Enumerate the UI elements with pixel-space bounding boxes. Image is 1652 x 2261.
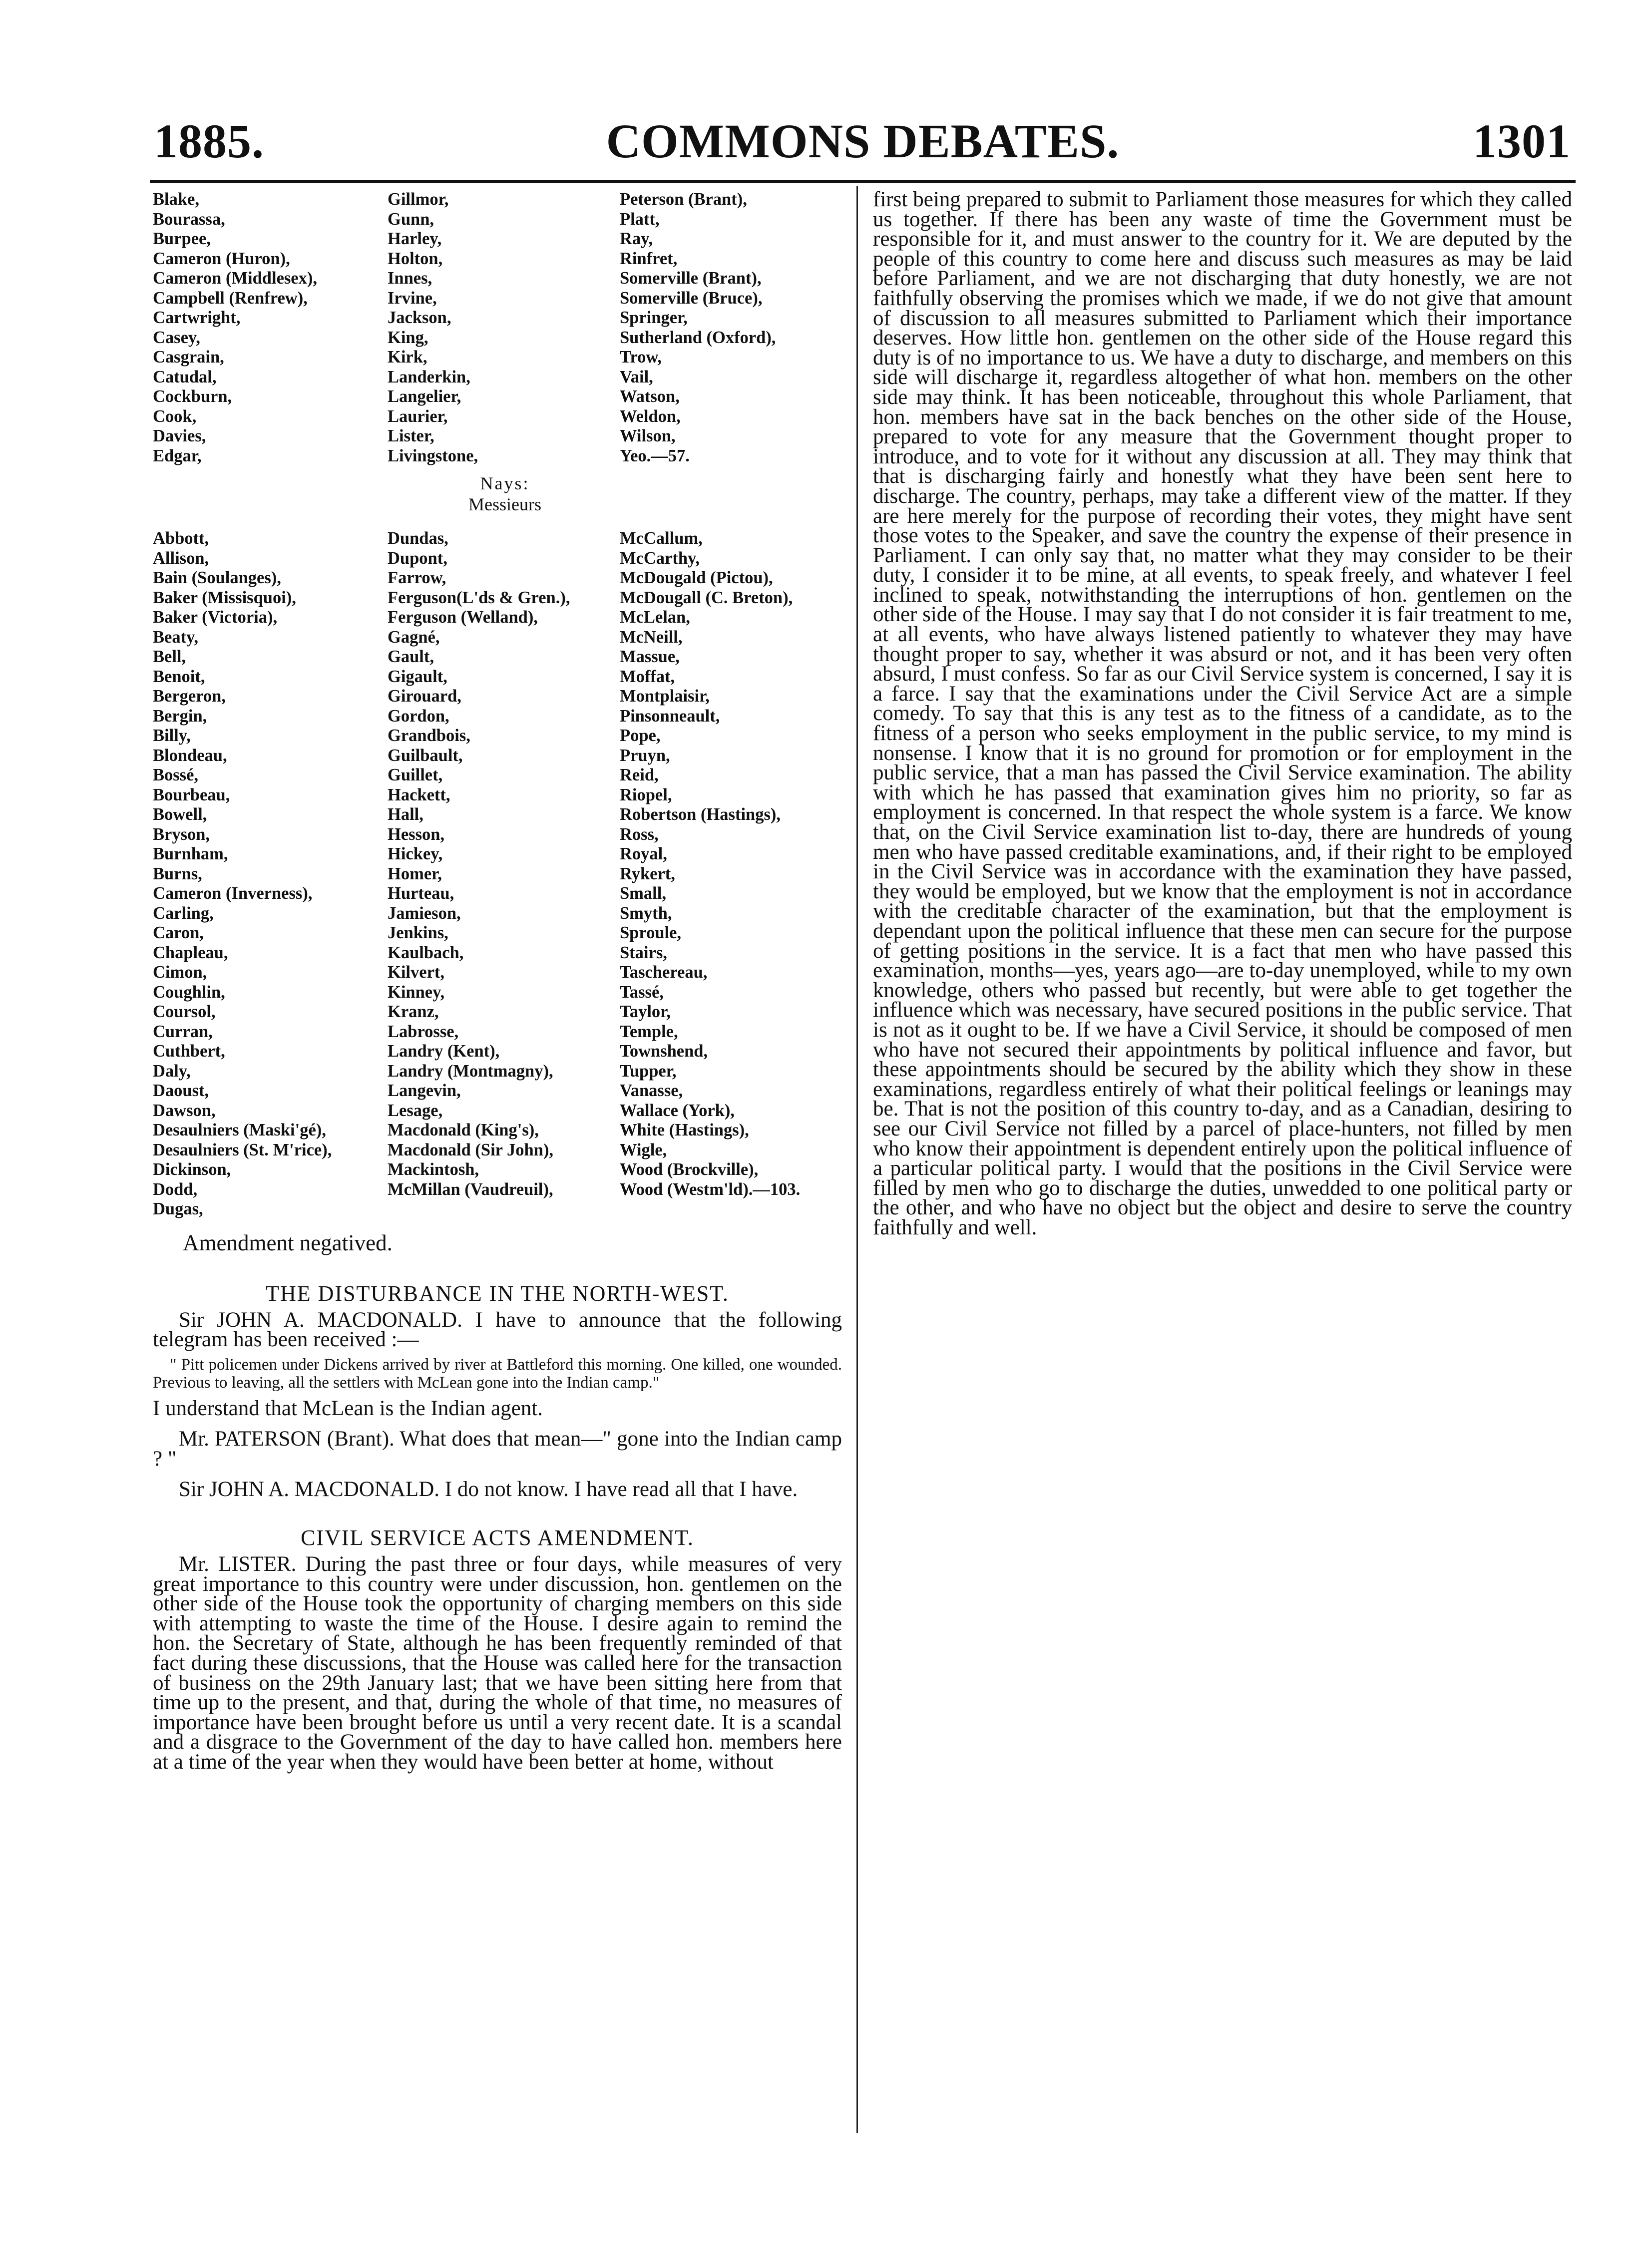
member-name: White (Hastings), — [620, 1121, 749, 1139]
member-name: Gordon, — [388, 706, 449, 726]
member-name: Cimon, — [153, 963, 207, 982]
member-name: Hickey, — [388, 844, 443, 863]
member-name: Dundas, — [388, 529, 448, 548]
member-name: Pinsonneault, — [620, 706, 720, 726]
nays-label: Nays: — [480, 473, 530, 493]
telegram-quote: " Pitt policemen under Dickens arrived by river at Battleford this morning. One killed, one wounded. Previous to leaving, all the settlers with McLean gone into the Indian camp." — [153, 1355, 842, 1392]
member-name: Chapleau, — [153, 943, 228, 962]
section-title-civil-service: CIVIL SERVICE ACTS AMENDMENT. — [301, 1525, 694, 1550]
member-name: Hesson, — [388, 824, 445, 844]
member-name: Caron, — [153, 923, 204, 942]
member-name: Bergeron, — [153, 687, 226, 706]
member-name: Moffat, — [620, 667, 675, 686]
member-name: Hurteau, — [388, 884, 454, 903]
member-name: McCarthy, — [620, 548, 700, 568]
member-name: Beaty, — [153, 627, 199, 647]
amendment-result: Amendment negatived. — [183, 1230, 393, 1255]
member-name: Jackson, — [388, 308, 451, 327]
member-name: Daly, — [153, 1061, 191, 1081]
paragraph-lister: Mr. LISTER. During the past three or four days, while measures of very great importance to this country were under discussion, hon. gentlemen on the other side of the House took the opportunity of charging members on this side with attempting to waste the time of the House. I desire again to remind the hon. the Secretary of State, although he has been frequently reminded of that fact during these discussions, that the House was called here for the transaction of business on the 29th January last; that we have been sitting here from that time up to the present, and that, during the whole of that time, no measures of importance have been brought before us until a very recent date. It is a scandal and a disgrace to the Government of the day to have called hon. members here at a time of the year when they would have been better at home, without — [153, 1552, 842, 1774]
member-name: Montplaisir, — [620, 687, 710, 706]
member-name: Langevin, — [388, 1081, 461, 1100]
member-name: McNeill, — [620, 627, 683, 647]
member-name: Burns, — [153, 864, 202, 883]
paragraph-macdonald-reply: Sir JOHN A. MACDONALD. I do not know. I have read all that I have. — [179, 1478, 798, 1502]
yeas-list — [153, 190, 842, 466]
member-name: Labrosse, — [388, 1022, 459, 1041]
member-name: Gigault, — [388, 667, 447, 686]
member-name: Pope, — [620, 726, 661, 745]
member-name: Macdonald (Sir John), — [388, 1140, 553, 1159]
member-name: Coughlin, — [153, 982, 225, 1002]
paragraph-lister-continued: first being prepared to submit to Parliament those measures for which they called us together. If there has been any waste of time the Government must be responsible for it, and must answer to the country for it. We are deputed by the people of this country to come here and discuss such measures as may be laid before Parliament, and we are not discharging that duty honestly, we are not faithfully observing the promises which we made, if we do not give that amount of discussion to all measures submitted to Parliament which their importance deserves. How little hon. gentlemen on the other side of the House regard this duty is of no importance to us. We have a duty to discharge, and members on this side will discharge it, regardless altogether of what hon. members on the other side may think. It has been noticeable, throughout this whole Parliament, that hon. members have sat in the back benches on the other side of the House, prepared to vote for any measure that the Government thought proper to introduce, and to vote for it without any discussion at all. They may think that that is discharging fairly and honestly what they have been sent here to discharge. The country, perhaps, may take a different view of the matter. If they are here merely for the purpose of recording their votes, they might have sent those votes to the Speaker, and save the country the expense of their presence in Parliament. I can only say that, no matter what they may consider to be their duty, I consider it to be mine, at all events, to speak freely, and whatever I feel inclined to speak, notwithstanding the interruptions of hon. gentlemen on the other side of the House. I may say that I do not consider it is fair treatment to me, at all events, who have always listened patiently to whatever they may have thought proper to say, whether it was absurd or not, and it has been very often absurd, I must confess. So far as our Civil Service system is concerned, I say it is a farce. I say that the examinations under the Civil Service Act are a simple comedy. To say that this is any test as to the fitness of a candidate, as to the fitness of a person who seeks employment in the public service, to my mind is nonsense. I know that it is no ground for promotion or for employment in the public service, that a man has passed the Civil Service examination. The ability with which he has passed that examination gives him no priority, so far as employment is concerned. In that respect the whole system is a farce. We know that, on the Civil Service examination list to-day, there are hundreds of young men who have passed creditable examinations, and, if their right to be employed in the Civil Service was in accordance with the examination they have passed, they would be employed, but we know that the employment is not in accordance with the creditable character of the examination, but that the employment is dependant upon the political influence that these men can secure for the purpose of getting positions in the service. It is a fact that men who have passed this examination, months—yes, years ago—are to-day unemployed, while to my own knowledge, others who passed but recently, but were able to get together the influence which was necessary, have secured positions in the public service. That is not as it ought to be. If we have a Civil Service, it should be composed of men who have not secured their appointments by political influence and favor, but these appointments should be secured by the ability which they show in these examinations, regardless entirely of what their political feelings or leanings may be. That is not the position of this country to-day, and as a Canadian, desiring to see our Civil Service not filled by a parcel of place-hunters, not filled by men who know their appointment is dependent entirely upon the political influence of a particular political party. I would that the positions in the Civil Service were filled by men who go to discharge the duties, unwedded to one political party or the other, and who have no object but the object and desire to serve the country faithfully and well. — [873, 188, 1572, 1239]
member-name: Bergin, — [153, 706, 207, 726]
member-name: McMillan (Vaudreuil), — [388, 1179, 553, 1199]
member-name — [620, 1199, 842, 1219]
member-name: Wood (Westm'ld).—103. — [620, 1179, 801, 1199]
nays-list — [153, 529, 842, 1219]
member-name: Weldon, — [620, 406, 681, 426]
member-name: Campbell (Renfrew), — [153, 288, 308, 308]
member-name: Desaulniers (St. M'rice), — [153, 1140, 332, 1159]
member-name: Jamieson, — [388, 903, 461, 923]
left-column — [153, 190, 842, 1772]
column-divider — [856, 186, 858, 2133]
member-name: Kranz, — [388, 1002, 439, 1021]
member-name: Cook, — [153, 406, 197, 426]
member-name: Robertson (Hastings), — [620, 805, 781, 824]
member-name: Baker (Victoria), — [153, 608, 278, 627]
member-name: Burpee, — [153, 229, 211, 248]
member-name: Peterson (Brant), — [620, 190, 747, 209]
member-name: Guillet, — [388, 765, 443, 784]
member-name: Laurier, — [388, 406, 448, 426]
member-name: Rinfret, — [620, 249, 678, 268]
member-name: Bossé, — [153, 765, 199, 784]
header-page-number: 1301 — [1473, 114, 1571, 168]
member-name: Holton, — [388, 249, 443, 268]
member-name: Massue, — [620, 647, 680, 666]
right-column — [873, 190, 1572, 1237]
member-name: Bowell, — [153, 805, 207, 824]
member-name: Desaulniers (Maski'gé), — [153, 1121, 326, 1139]
member-name: Kinney, — [388, 982, 445, 1002]
member-name: Sutherland (Oxford), — [620, 328, 776, 347]
member-name: Lesage, — [388, 1101, 443, 1120]
member-name: Dawson, — [153, 1101, 216, 1120]
member-name: Harley, — [388, 229, 442, 248]
member-name: Blondeau, — [153, 746, 227, 765]
member-name: Guilbault, — [388, 746, 463, 765]
member-name: Ferguson(L'ds & Gren.), — [388, 588, 570, 607]
member-name: Rykert, — [620, 864, 675, 883]
member-name: Vail, — [620, 367, 653, 386]
member-name: Cameron (Middlesex), — [153, 269, 317, 288]
member-name: Lister, — [388, 426, 434, 445]
member-name: Yeo.—57. — [620, 446, 690, 465]
member-name: Landry (Kent), — [388, 1042, 500, 1061]
member-name — [388, 1199, 620, 1219]
member-name: Girouard, — [388, 687, 461, 706]
header-year: 1885. — [154, 114, 264, 168]
member-name: Baker (Missisquoi), — [153, 588, 296, 607]
member-name: Edgar, — [153, 446, 202, 465]
member-name: Jenkins, — [388, 923, 448, 942]
member-name: Catudal, — [153, 367, 217, 386]
member-name: Benoit, — [153, 667, 205, 686]
member-name: Casey, — [153, 328, 200, 347]
member-name: McDougall (C. Breton), — [620, 588, 793, 607]
member-name: Allison, — [153, 548, 209, 568]
member-name: Dodd, — [153, 1179, 198, 1199]
member-name: Taschereau, — [620, 963, 708, 982]
member-name: Cartwright, — [153, 308, 241, 327]
member-name: Gunn, — [388, 209, 434, 229]
member-name: Bryson, — [153, 824, 210, 844]
member-name: Stairs, — [620, 943, 667, 962]
paragraph-paterson: Mr. PATERSON (Brant). What does that mean—" gone into the Indian camp ? " — [153, 1427, 842, 1471]
member-name: Casgrain, — [153, 348, 224, 367]
member-name: Wood (Brockville), — [620, 1160, 759, 1179]
nays-subtitle: Messieurs — [468, 494, 541, 514]
member-name: Kirk, — [388, 348, 427, 367]
member-name: Smyth, — [620, 903, 672, 923]
member-name: Taylor, — [620, 1002, 671, 1021]
member-name: Townshend, — [620, 1042, 708, 1061]
member-name: Cockburn, — [153, 387, 232, 406]
member-name: Bain (Soulanges), — [153, 568, 281, 587]
section-title-north-west: THE DISTURBANCE IN THE NORTH-WEST. — [266, 1281, 729, 1306]
member-name: Hackett, — [388, 785, 450, 804]
member-name: Blake, — [153, 190, 199, 209]
member-name: Ray, — [620, 229, 653, 248]
member-name: Watson, — [620, 387, 680, 406]
member-name: Tupper, — [620, 1061, 677, 1081]
member-name: Riopel, — [620, 785, 672, 804]
member-name: Trow, — [620, 348, 662, 367]
member-name: Reid, — [620, 765, 659, 784]
member-name: Innes, — [388, 269, 432, 288]
member-name: Bell, — [153, 647, 186, 666]
member-name: Kaulbach, — [388, 943, 464, 962]
member-name: Pruyn, — [620, 746, 670, 765]
member-name: Homer, — [388, 864, 442, 883]
member-name: Ross, — [620, 824, 659, 844]
paragraph-macdonald-announce: Sir JOHN A. MACDONALD. I have to announce that the following telegram has been received :— — [153, 1308, 842, 1352]
member-name: Dupont, — [388, 548, 447, 568]
member-name: Sproule, — [620, 923, 682, 942]
member-name: Gillmor, — [388, 190, 449, 209]
member-name: Cameron (Inverness), — [153, 884, 313, 903]
member-name: Wilson, — [620, 426, 676, 445]
member-name: Cuthbert, — [153, 1042, 225, 1061]
member-name: Wallace (York), — [620, 1101, 735, 1120]
member-name: King, — [388, 328, 428, 347]
member-name: Vanasse, — [620, 1081, 683, 1100]
member-name: McDougald (Pictou), — [620, 568, 773, 587]
member-name: Coursol, — [153, 1002, 216, 1021]
member-name: Abbott, — [153, 529, 209, 548]
member-name: Carling, — [153, 903, 214, 923]
member-name: Livingstone, — [388, 446, 478, 465]
member-name: Springer, — [620, 308, 688, 327]
member-name: Wigle, — [620, 1140, 667, 1159]
member-name: Ferguson (Welland), — [388, 608, 538, 627]
member-name: Small, — [620, 884, 666, 903]
page-header — [150, 114, 1576, 169]
member-name: Landerkin, — [388, 367, 470, 386]
header-title: COMMONS DEBATES. — [606, 114, 1120, 168]
member-name: Irvine, — [388, 288, 437, 308]
member-name: Langelier, — [388, 387, 461, 406]
member-name: Somerville (Bruce), — [620, 288, 763, 308]
member-name: McLelan, — [620, 608, 690, 627]
member-name: Dickinson, — [153, 1160, 231, 1179]
member-name: Farrow, — [388, 568, 446, 587]
member-name: Somerville (Brant), — [620, 269, 762, 288]
member-name: Davies, — [153, 426, 206, 445]
member-name: Daoust, — [153, 1081, 209, 1100]
member-name: Grandbois, — [388, 726, 470, 745]
member-name: Tassé, — [620, 982, 664, 1002]
member-name: Curran, — [153, 1022, 213, 1041]
paragraph-indian-agent: I understand that McLean is the Indian agent. — [153, 1396, 543, 1420]
member-name: Gagné, — [388, 627, 440, 647]
member-name: Cameron (Huron), — [153, 249, 290, 268]
member-name: McCallum, — [620, 529, 703, 548]
member-name: Landry (Montmagny), — [388, 1061, 553, 1081]
member-name: Hall, — [388, 805, 423, 824]
member-name: Billy, — [153, 726, 191, 745]
member-name: Bourbeau, — [153, 785, 230, 804]
member-name: Burnham, — [153, 844, 228, 863]
member-name: Temple, — [620, 1022, 678, 1041]
member-name: Bourassa, — [153, 209, 225, 229]
member-name: Kilvert, — [388, 963, 444, 982]
header-rule — [150, 180, 1576, 183]
member-name: Gault, — [388, 647, 434, 666]
member-name: Royal, — [620, 844, 667, 863]
member-name: Dugas, — [153, 1199, 203, 1218]
member-name: Macdonald (King's), — [388, 1121, 539, 1139]
member-name: Platt, — [620, 209, 660, 229]
member-name: Mackintosh, — [388, 1160, 479, 1179]
